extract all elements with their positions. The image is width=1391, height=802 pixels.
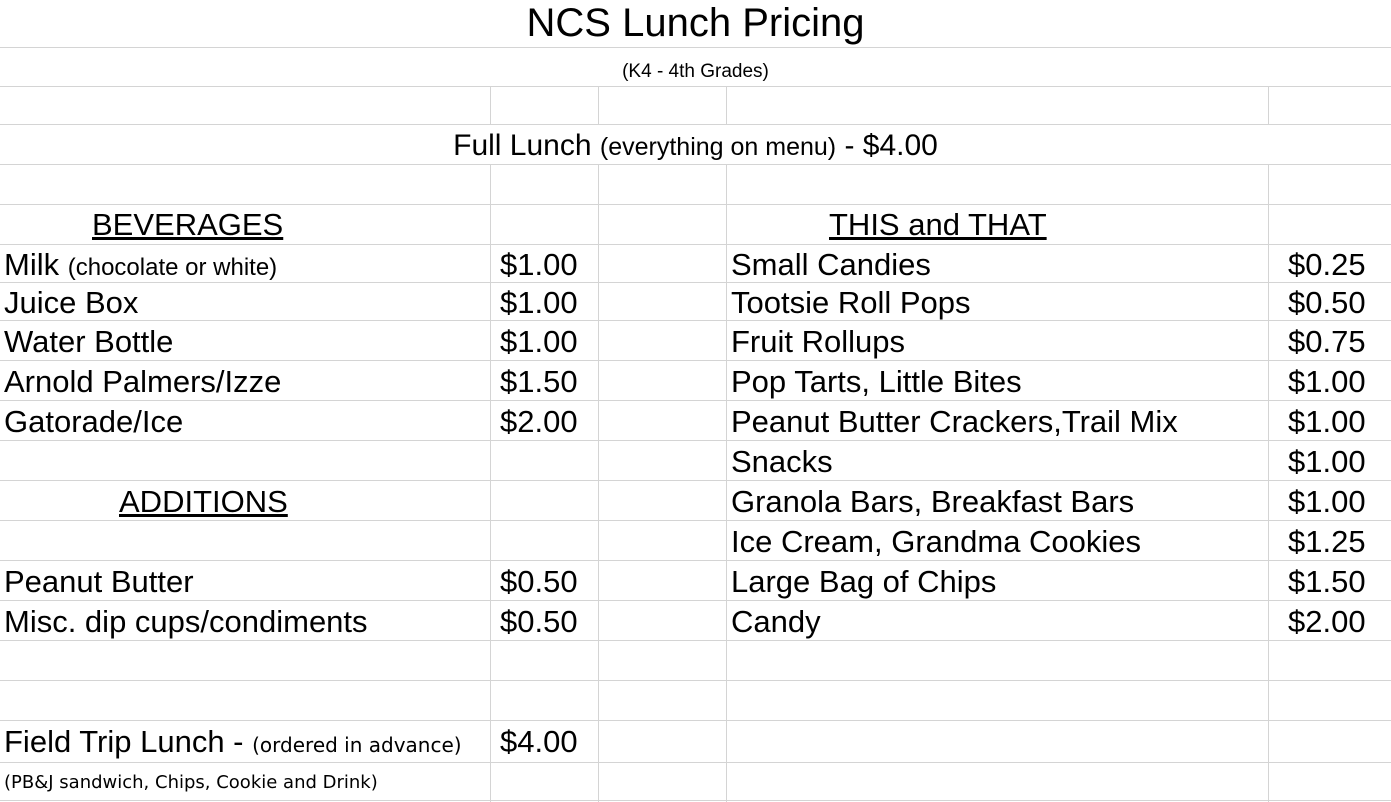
field-trip-note: (ordered in advance) bbox=[252, 733, 462, 757]
additions-heading: ADDITIONS bbox=[119, 484, 288, 519]
snack-price: $1.00 bbox=[1288, 404, 1366, 439]
field-trip-line bbox=[4, 723, 462, 761]
beverage-note: (chocolate or white) bbox=[67, 254, 278, 281]
addition-name: Peanut Butter bbox=[4, 564, 194, 599]
beverage-name bbox=[4, 246, 277, 287]
addition-price: $0.50 bbox=[500, 604, 578, 639]
snack-price: $1.00 bbox=[1288, 444, 1366, 479]
snack-name: Granola Bars, Breakfast Bars bbox=[731, 484, 1135, 519]
addition-price: $0.50 bbox=[500, 564, 578, 599]
beverage-price: $2.00 bbox=[500, 404, 578, 439]
field-trip-label: Field Trip Lunch - bbox=[4, 724, 244, 759]
beverage-name: Arnold Palmers/Izze bbox=[4, 364, 282, 399]
beverage-price: $1.00 bbox=[500, 324, 578, 359]
field-trip-price: $4.00 bbox=[500, 724, 578, 759]
beverage-price: $1.00 bbox=[500, 247, 578, 282]
field-trip-contents: (PB&J sandwich, Chips, Cookie and Drink) bbox=[4, 772, 378, 793]
snack-price: $1.00 bbox=[1288, 364, 1366, 399]
page-title: NCS Lunch Pricing bbox=[526, 1, 865, 45]
beverage-name: Water Bottle bbox=[4, 324, 174, 359]
snack-price: $1.00 bbox=[1288, 484, 1366, 519]
this-and-that-heading: THIS and THAT bbox=[829, 207, 1047, 242]
full-lunch-line bbox=[0, 128, 1391, 165]
beverage-name: Juice Box bbox=[4, 285, 139, 320]
snack-name: Peanut Butter Crackers,Trail Mix bbox=[731, 404, 1178, 439]
snack-name: Candy bbox=[731, 604, 821, 639]
beverage-label: Milk bbox=[4, 247, 60, 282]
snack-name: Ice Cream, Grandma Cookies bbox=[731, 524, 1142, 559]
full-lunch-description: (everything on menu) bbox=[599, 133, 837, 161]
snack-price: $0.25 bbox=[1288, 247, 1366, 282]
beverages-heading: BEVERAGES bbox=[92, 207, 284, 242]
beverage-price: $1.50 bbox=[500, 364, 578, 399]
beverage-name: Gatorade/Ice bbox=[4, 404, 184, 439]
beverage-price: $1.00 bbox=[500, 285, 578, 320]
snack-price: $1.50 bbox=[1288, 564, 1366, 599]
snack-name: Pop Tarts, Little Bites bbox=[731, 364, 1022, 399]
snack-price: $2.00 bbox=[1288, 604, 1366, 639]
grade-range-subtitle: (K4 - 4th Grades) bbox=[622, 61, 769, 82]
snack-price: $0.75 bbox=[1288, 324, 1366, 359]
snack-price: $0.50 bbox=[1288, 285, 1366, 320]
snack-name: Snacks bbox=[731, 444, 833, 479]
full-lunch-price: - $4.00 bbox=[844, 129, 938, 162]
addition-name: Misc. dip cups/condiments bbox=[4, 604, 368, 639]
snack-name: Small Candies bbox=[731, 247, 931, 282]
full-lunch-label: Full Lunch bbox=[453, 129, 592, 162]
snack-name: Fruit Rollups bbox=[731, 324, 905, 359]
snack-price: $1.25 bbox=[1288, 524, 1366, 559]
snack-name: Tootsie Roll Pops bbox=[731, 285, 971, 320]
snack-name: Large Bag of Chips bbox=[731, 564, 997, 599]
